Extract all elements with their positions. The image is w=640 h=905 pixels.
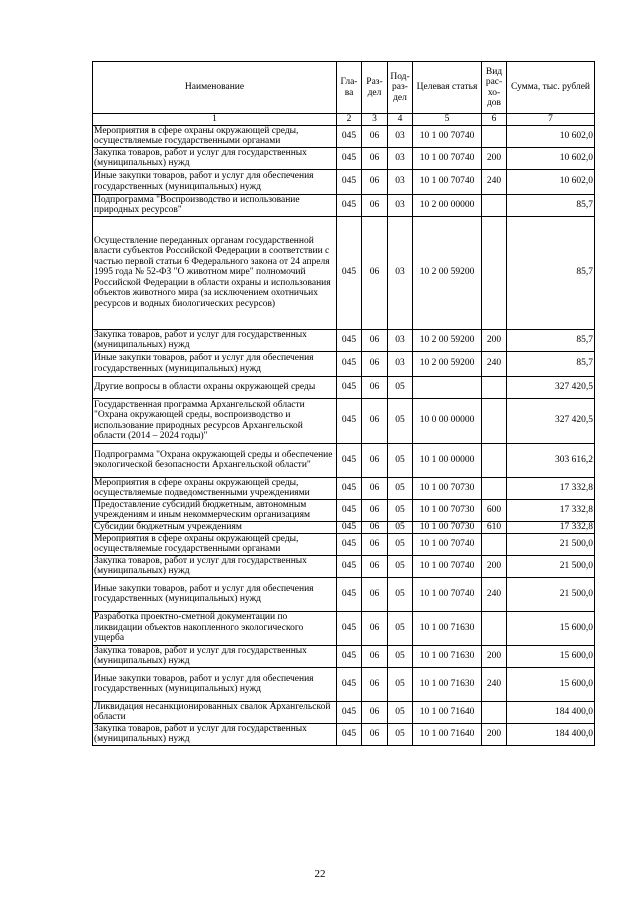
cell-target: 10 0 00 00000 bbox=[413, 398, 482, 443]
cell-name: Иные закупки товаров, работ и услуг для обеспечения государственных (муниципальных) нужд bbox=[93, 577, 337, 611]
table-row bbox=[93, 701, 595, 723]
table-row bbox=[93, 169, 595, 194]
header-subsection: Под-раз-дел bbox=[388, 62, 413, 114]
cell-section: 06 bbox=[362, 147, 388, 169]
cell-section: 06 bbox=[362, 329, 388, 351]
cell-type: 200 bbox=[482, 147, 507, 169]
table-row bbox=[93, 477, 595, 499]
cell-subsection: 05 bbox=[388, 577, 413, 611]
table-row bbox=[93, 533, 595, 555]
cell-chapter: 045 bbox=[337, 533, 362, 555]
cell-chapter: 045 bbox=[337, 477, 362, 499]
cell-target: 10 1 00 71630 bbox=[413, 667, 482, 701]
cell-target: 10 1 00 70740 bbox=[413, 125, 482, 147]
cell-name: Мероприятия в сфере охраны окружающей среды, осуществляемые государственными органами bbox=[93, 533, 337, 555]
cell-section: 06 bbox=[362, 555, 388, 577]
page-number: 22 bbox=[314, 868, 326, 880]
cell-subsection: 03 bbox=[388, 216, 413, 329]
cell-amount: 303 616,2 bbox=[507, 443, 595, 477]
cell-target: 10 1 00 71640 bbox=[413, 701, 482, 723]
cell-chapter: 045 bbox=[337, 216, 362, 329]
column-number: 4 bbox=[388, 114, 413, 126]
cell-subsection: 05 bbox=[388, 499, 413, 521]
cell-name: Закупка товаров, работ и услуг для государственных (муниципальных) нужд bbox=[93, 555, 337, 577]
cell-subsection: 05 bbox=[388, 723, 413, 745]
cell-chapter: 045 bbox=[337, 667, 362, 701]
cell-chapter: 045 bbox=[337, 611, 362, 645]
cell-type: 610 bbox=[482, 521, 507, 533]
header-name: Наименование bbox=[93, 62, 337, 114]
cell-target: 10 1 00 70740 bbox=[413, 555, 482, 577]
cell-type: 200 bbox=[482, 723, 507, 745]
table-row bbox=[93, 499, 595, 521]
header-row bbox=[93, 62, 595, 114]
cell-chapter: 045 bbox=[337, 125, 362, 147]
cell-type: 200 bbox=[482, 329, 507, 351]
cell-amount: 327 420,5 bbox=[507, 376, 595, 398]
cell-chapter: 045 bbox=[337, 645, 362, 667]
cell-type: 240 bbox=[482, 169, 507, 194]
cell-chapter: 045 bbox=[337, 147, 362, 169]
header-chapter: Гла-ва bbox=[337, 62, 362, 114]
column-number: 5 bbox=[413, 114, 482, 126]
cell-name: Подпрограмма "Воспроизводство и использование природных ресурсов" bbox=[93, 194, 337, 216]
column-number: 6 bbox=[482, 114, 507, 126]
table-row bbox=[93, 723, 595, 745]
cell-section: 06 bbox=[362, 611, 388, 645]
cell-type bbox=[482, 443, 507, 477]
table-row bbox=[93, 577, 595, 611]
cell-type bbox=[482, 701, 507, 723]
cell-type: 240 bbox=[482, 351, 507, 376]
cell-amount: 85,7 bbox=[507, 329, 595, 351]
cell-name: Подпрограмма "Охрана окружающей среды и обеспечение экологической безопасности Архангельской области" bbox=[93, 443, 337, 477]
cell-subsection: 03 bbox=[388, 194, 413, 216]
cell-name: Закупка товаров, работ и услуг для государственных (муниципальных) нужд bbox=[93, 147, 337, 169]
cell-subsection: 05 bbox=[388, 443, 413, 477]
cell-target: 10 1 00 71640 bbox=[413, 723, 482, 745]
cell-chapter: 045 bbox=[337, 499, 362, 521]
cell-subsection: 05 bbox=[388, 533, 413, 555]
cell-target: 10 1 00 70740 bbox=[413, 577, 482, 611]
cell-subsection: 03 bbox=[388, 125, 413, 147]
cell-amount: 327 420,5 bbox=[507, 398, 595, 443]
cell-type: 200 bbox=[482, 645, 507, 667]
cell-target: 10 2 00 59200 bbox=[413, 216, 482, 329]
table-row bbox=[93, 147, 595, 169]
cell-name: Мероприятия в сфере охраны окружающей среды, осуществляемые подведомственными учреждениями bbox=[93, 477, 337, 499]
cell-section: 06 bbox=[362, 216, 388, 329]
header-expense-type: Вид рас-хо-дов bbox=[482, 62, 507, 114]
cell-section: 06 bbox=[362, 701, 388, 723]
cell-section: 06 bbox=[362, 125, 388, 147]
cell-name: Иные закупки товаров, работ и услуг для обеспечения государственных (муниципальных) нужд bbox=[93, 667, 337, 701]
header-target-item: Целевая статья bbox=[413, 62, 482, 114]
cell-target: 10 2 00 59200 bbox=[413, 351, 482, 376]
cell-chapter: 045 bbox=[337, 555, 362, 577]
cell-target: 10 1 00 00000 bbox=[413, 443, 482, 477]
cell-target: 10 1 00 70740 bbox=[413, 169, 482, 194]
cell-target: 10 1 00 70730 bbox=[413, 499, 482, 521]
table-row bbox=[93, 645, 595, 667]
column-number: 2 bbox=[337, 114, 362, 126]
cell-type bbox=[482, 376, 507, 398]
cell-type bbox=[482, 194, 507, 216]
cell-section: 06 bbox=[362, 533, 388, 555]
cell-target: 10 1 00 71630 bbox=[413, 611, 482, 645]
cell-chapter: 045 bbox=[337, 376, 362, 398]
cell-type bbox=[482, 477, 507, 499]
cell-target bbox=[413, 376, 482, 398]
cell-section: 06 bbox=[362, 376, 388, 398]
table-row bbox=[93, 398, 595, 443]
cell-subsection: 03 bbox=[388, 147, 413, 169]
cell-target: 10 1 00 70740 bbox=[413, 147, 482, 169]
cell-amount: 17 332,8 bbox=[507, 477, 595, 499]
cell-chapter: 045 bbox=[337, 194, 362, 216]
cell-name: Государственная программа Архангельской области "Охрана окружающей среды, воспроизводство и использование природных ресурсов Архангельской области (2014 – 2024 годы)" bbox=[93, 398, 337, 443]
cell-chapter: 045 bbox=[337, 351, 362, 376]
cell-amount: 15 600,0 bbox=[507, 611, 595, 645]
cell-target: 10 1 00 70730 bbox=[413, 477, 482, 499]
column-number: 1 bbox=[93, 114, 337, 126]
cell-section: 06 bbox=[362, 194, 388, 216]
cell-subsection: 05 bbox=[388, 667, 413, 701]
cell-name: Ликвидация несанкционированных свалок Архангельской области bbox=[93, 701, 337, 723]
cell-chapter: 045 bbox=[337, 701, 362, 723]
cell-type bbox=[482, 611, 507, 645]
table-row bbox=[93, 667, 595, 701]
cell-type: 240 bbox=[482, 667, 507, 701]
cell-amount: 21 500,0 bbox=[507, 533, 595, 555]
cell-chapter: 045 bbox=[337, 398, 362, 443]
cell-section: 06 bbox=[362, 169, 388, 194]
table-row bbox=[93, 443, 595, 477]
cell-amount: 15 600,0 bbox=[507, 667, 595, 701]
cell-target: 10 1 00 70730 bbox=[413, 521, 482, 533]
cell-chapter: 045 bbox=[337, 723, 362, 745]
cell-section: 06 bbox=[362, 723, 388, 745]
column-number: 3 bbox=[362, 114, 388, 126]
cell-amount: 15 600,0 bbox=[507, 645, 595, 667]
cell-chapter: 045 bbox=[337, 443, 362, 477]
cell-target: 10 1 00 71630 bbox=[413, 645, 482, 667]
table-row bbox=[93, 125, 595, 147]
table-row bbox=[93, 329, 595, 351]
cell-subsection: 05 bbox=[388, 701, 413, 723]
cell-type bbox=[482, 216, 507, 329]
cell-name: Субсидии бюджетным учреждениям bbox=[93, 521, 337, 533]
cell-subsection: 05 bbox=[388, 398, 413, 443]
cell-name: Разработка проектно-сметной документации по ликвидации объектов накопленного экологического ущерба bbox=[93, 611, 337, 645]
cell-name: Осуществление переданных органам государственной власти субъектов Российской Федерации в соответствии с частью первой статьи 6 Федерального закона от 24 апреля 1995 года № 52-ФЗ "О животном мире" полномочий Российской Федерации в области охраны и использования объектов животного мира (за исключением охотничьих ресурсов и водных биологических ресурсов) bbox=[93, 216, 337, 329]
cell-amount: 21 500,0 bbox=[507, 555, 595, 577]
column-number: 7 bbox=[507, 114, 595, 126]
cell-subsection: 05 bbox=[388, 611, 413, 645]
cell-name: Закупка товаров, работ и услуг для государственных (муниципальных) нужд bbox=[93, 645, 337, 667]
cell-name: Мероприятия в сфере охраны окружающей среды, осуществляемые государственными органами bbox=[93, 125, 337, 147]
cell-amount: 21 500,0 bbox=[507, 577, 595, 611]
table-row bbox=[93, 376, 595, 398]
cell-type bbox=[482, 398, 507, 443]
cell-type bbox=[482, 125, 507, 147]
table-row bbox=[93, 216, 595, 329]
cell-name: Другие вопросы в области охраны окружающей среды bbox=[93, 376, 337, 398]
cell-section: 06 bbox=[362, 351, 388, 376]
cell-name: Предоставление субсидий бюджетным, автономным учреждениям и иным некоммерческим организациям bbox=[93, 499, 337, 521]
header-section: Раз-дел bbox=[362, 62, 388, 114]
cell-amount: 184 400,0 bbox=[507, 701, 595, 723]
budget-table bbox=[92, 61, 595, 746]
cell-section: 06 bbox=[362, 477, 388, 499]
cell-subsection: 05 bbox=[388, 521, 413, 533]
cell-amount: 17 332,8 bbox=[507, 521, 595, 533]
header-amount: Сумма, тыс. рублей bbox=[507, 62, 595, 114]
cell-chapter: 045 bbox=[337, 577, 362, 611]
cell-subsection: 03 bbox=[388, 329, 413, 351]
cell-target: 10 2 00 00000 bbox=[413, 194, 482, 216]
cell-subsection: 03 bbox=[388, 169, 413, 194]
cell-amount: 10 602,0 bbox=[507, 125, 595, 147]
cell-subsection: 03 bbox=[388, 351, 413, 376]
cell-subsection: 05 bbox=[388, 555, 413, 577]
table-row bbox=[93, 611, 595, 645]
cell-section: 06 bbox=[362, 521, 388, 533]
cell-name: Закупка товаров, работ и услуг для государственных (муниципальных) нужд bbox=[93, 329, 337, 351]
cell-amount: 85,7 bbox=[507, 351, 595, 376]
cell-section: 06 bbox=[362, 667, 388, 701]
cell-chapter: 045 bbox=[337, 169, 362, 194]
cell-amount: 85,7 bbox=[507, 216, 595, 329]
cell-chapter: 045 bbox=[337, 521, 362, 533]
cell-name: Иные закупки товаров, работ и услуг для обеспечения государственных (муниципальных) нужд bbox=[93, 351, 337, 376]
cell-section: 06 bbox=[362, 499, 388, 521]
cell-chapter: 045 bbox=[337, 329, 362, 351]
table-row bbox=[93, 555, 595, 577]
cell-type bbox=[482, 533, 507, 555]
cell-type: 200 bbox=[482, 555, 507, 577]
cell-subsection: 05 bbox=[388, 376, 413, 398]
cell-subsection: 05 bbox=[388, 477, 413, 499]
table-row bbox=[93, 351, 595, 376]
cell-target: 10 2 00 59200 bbox=[413, 329, 482, 351]
table-row bbox=[93, 194, 595, 216]
table-row bbox=[93, 521, 595, 533]
cell-subsection: 05 bbox=[388, 645, 413, 667]
cell-amount: 85,7 bbox=[507, 194, 595, 216]
cell-type: 240 bbox=[482, 577, 507, 611]
cell-name: Иные закупки товаров, работ и услуг для обеспечения государственных (муниципальных) нужд bbox=[93, 169, 337, 194]
cell-section: 06 bbox=[362, 398, 388, 443]
cell-amount: 10 602,0 bbox=[507, 169, 595, 194]
cell-amount: 17 332,8 bbox=[507, 499, 595, 521]
cell-type: 600 bbox=[482, 499, 507, 521]
cell-amount: 184 400,0 bbox=[507, 723, 595, 745]
cell-section: 06 bbox=[362, 577, 388, 611]
column-number-row bbox=[93, 114, 595, 126]
cell-target: 10 1 00 70740 bbox=[413, 533, 482, 555]
cell-section: 06 bbox=[362, 443, 388, 477]
cell-amount: 10 602,0 bbox=[507, 147, 595, 169]
cell-name: Закупка товаров, работ и услуг для государственных (муниципальных) нужд bbox=[93, 723, 337, 745]
cell-section: 06 bbox=[362, 645, 388, 667]
